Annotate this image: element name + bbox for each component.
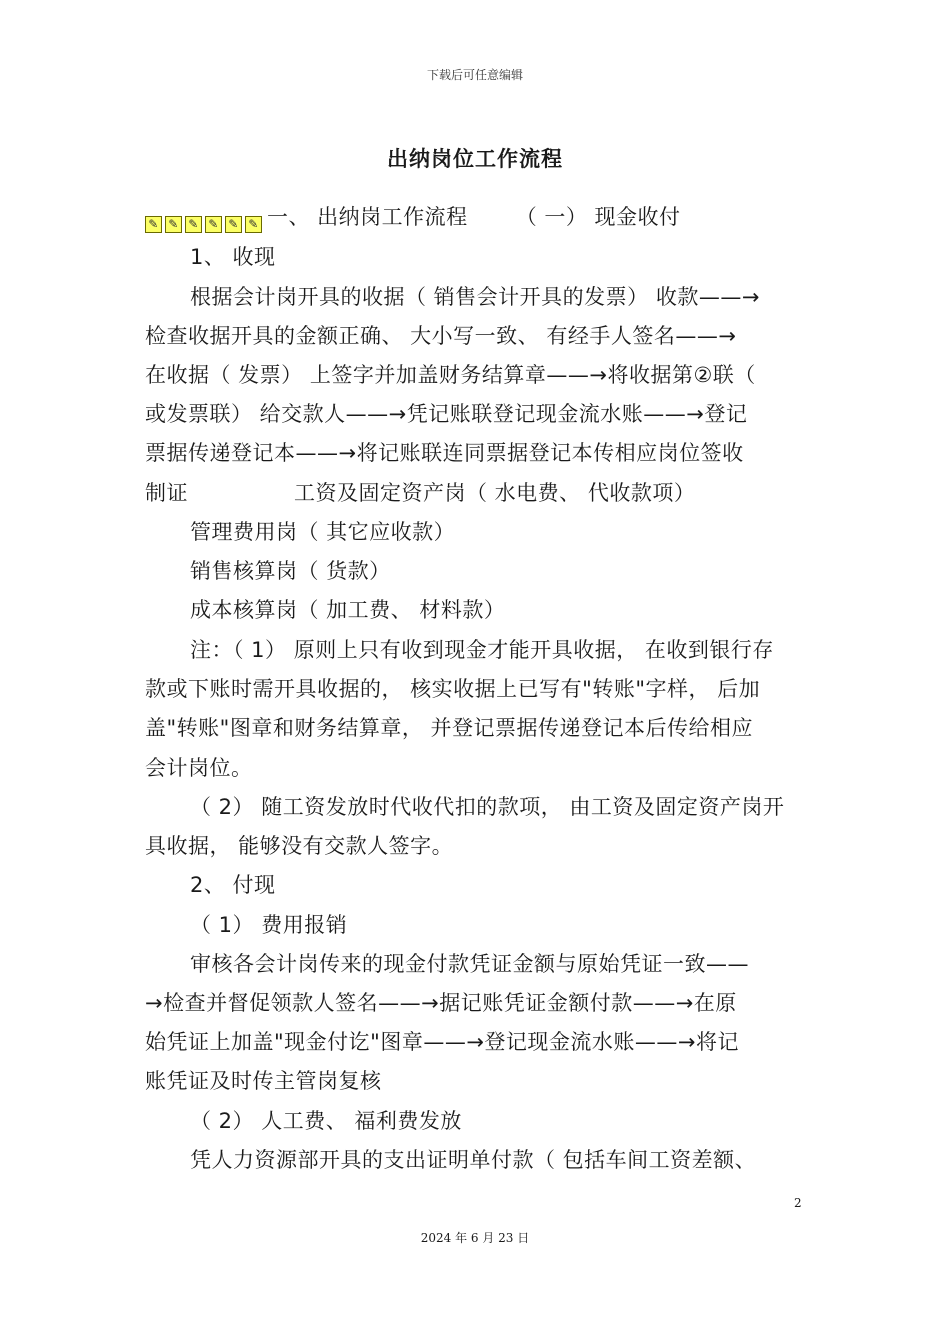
paragraph-line: 1、 收现 bbox=[190, 245, 276, 269]
paragraph-line: （ 2） 随工资发放时代收代扣的款项， 由工资及固定资产岗开 bbox=[190, 795, 785, 819]
pencil-icon: ✎ bbox=[225, 216, 242, 233]
pencil-icon: ✎ bbox=[165, 216, 182, 233]
pencil-icon: ✎ bbox=[205, 216, 222, 233]
page-number: 2 bbox=[794, 1196, 802, 1210]
paragraph-line: 具收据， 能够没有交款人签字。 bbox=[145, 834, 454, 858]
paragraph-line: 或发票联） 给交款人——→凭记账联登记现金流水账——→登记 bbox=[145, 402, 748, 426]
section-heading bbox=[145, 203, 681, 231]
pencil-icon: ✎ bbox=[145, 216, 162, 233]
paragraph-line: 凭人力资源部开具的支出证明单付款（ 包括车间工资差额、 bbox=[190, 1148, 757, 1172]
paragraph-line: 检查收据开具的金额正确、 大小写一致、 有经手人签名——→ bbox=[145, 324, 737, 348]
paragraph-line: 款或下账时需开具收据的， 核实收据上已写有"转账"字样， 后加 bbox=[145, 677, 761, 701]
paragraph-line-start: 制证 bbox=[145, 481, 188, 505]
paragraph-line: →检查并督促领款人签名——→据记账凭证金额付款——→在原 bbox=[145, 991, 737, 1015]
paragraph-line-end: 工资及固定资产岗（ 水电费、 代收款项） bbox=[294, 481, 696, 505]
paragraph-line: 管理费用岗（ 其它应收款） bbox=[190, 520, 456, 544]
paragraph-line: （ 2） 人工费、 福利费发放 bbox=[190, 1109, 462, 1133]
paragraph-line: 会计岗位。 bbox=[145, 756, 253, 780]
pencil-icon: ✎ bbox=[185, 216, 202, 233]
page-header: 下载后可任意编辑 bbox=[426, 68, 523, 82]
paragraph-line: 始凭证上加盖"现金付讫"图章——→登记现金流水账——→将记 bbox=[145, 1030, 740, 1054]
paragraph-line: 审核各会计岗传来的现金付款凭证金额与原始凭证一致—— bbox=[190, 952, 749, 976]
paragraph-line: 票据传递登记本——→将记账联连同票据登记本传相应岗位签收 bbox=[145, 441, 744, 465]
paragraph-line: 注：（ 1） 原则上只有收到现金才能开具收据， 在收到银行存 bbox=[190, 638, 774, 662]
section-heading-sub: （ 一） 现金收付 bbox=[515, 205, 681, 229]
document-title: 出纳岗位工作流程 bbox=[387, 147, 563, 171]
paragraph-line: 成本核算岗（ 加工费、 材料款） bbox=[190, 598, 506, 622]
paragraph-line bbox=[145, 479, 695, 507]
section-heading-main: 一、 出纳岗工作流程 bbox=[267, 205, 468, 229]
icon-strip bbox=[145, 207, 265, 231]
paragraph-line: 盖"转账"图章和财务结算章， 并登记票据传递登记本后传给相应 bbox=[145, 716, 753, 740]
paragraph-line: 在收据（ 发票） 上签字并加盖财务结算章——→将收据第②联（ bbox=[145, 363, 756, 387]
paragraph-line: 2、 付现 bbox=[190, 873, 276, 897]
paragraph-line: 账凭证及时传主管岗复核 bbox=[145, 1069, 382, 1093]
page-footer-date: 2024 年 6 月 23 日 bbox=[420, 1231, 530, 1245]
paragraph-line: 根据会计岗开具的收据（ 销售会计开具的发票） 收款——→ bbox=[190, 285, 760, 309]
pencil-icon: ✎ bbox=[245, 216, 262, 233]
paragraph-line: 销售核算岗（ 货款） bbox=[190, 559, 391, 583]
paragraph-line: （ 1） 费用报销 bbox=[190, 913, 348, 937]
